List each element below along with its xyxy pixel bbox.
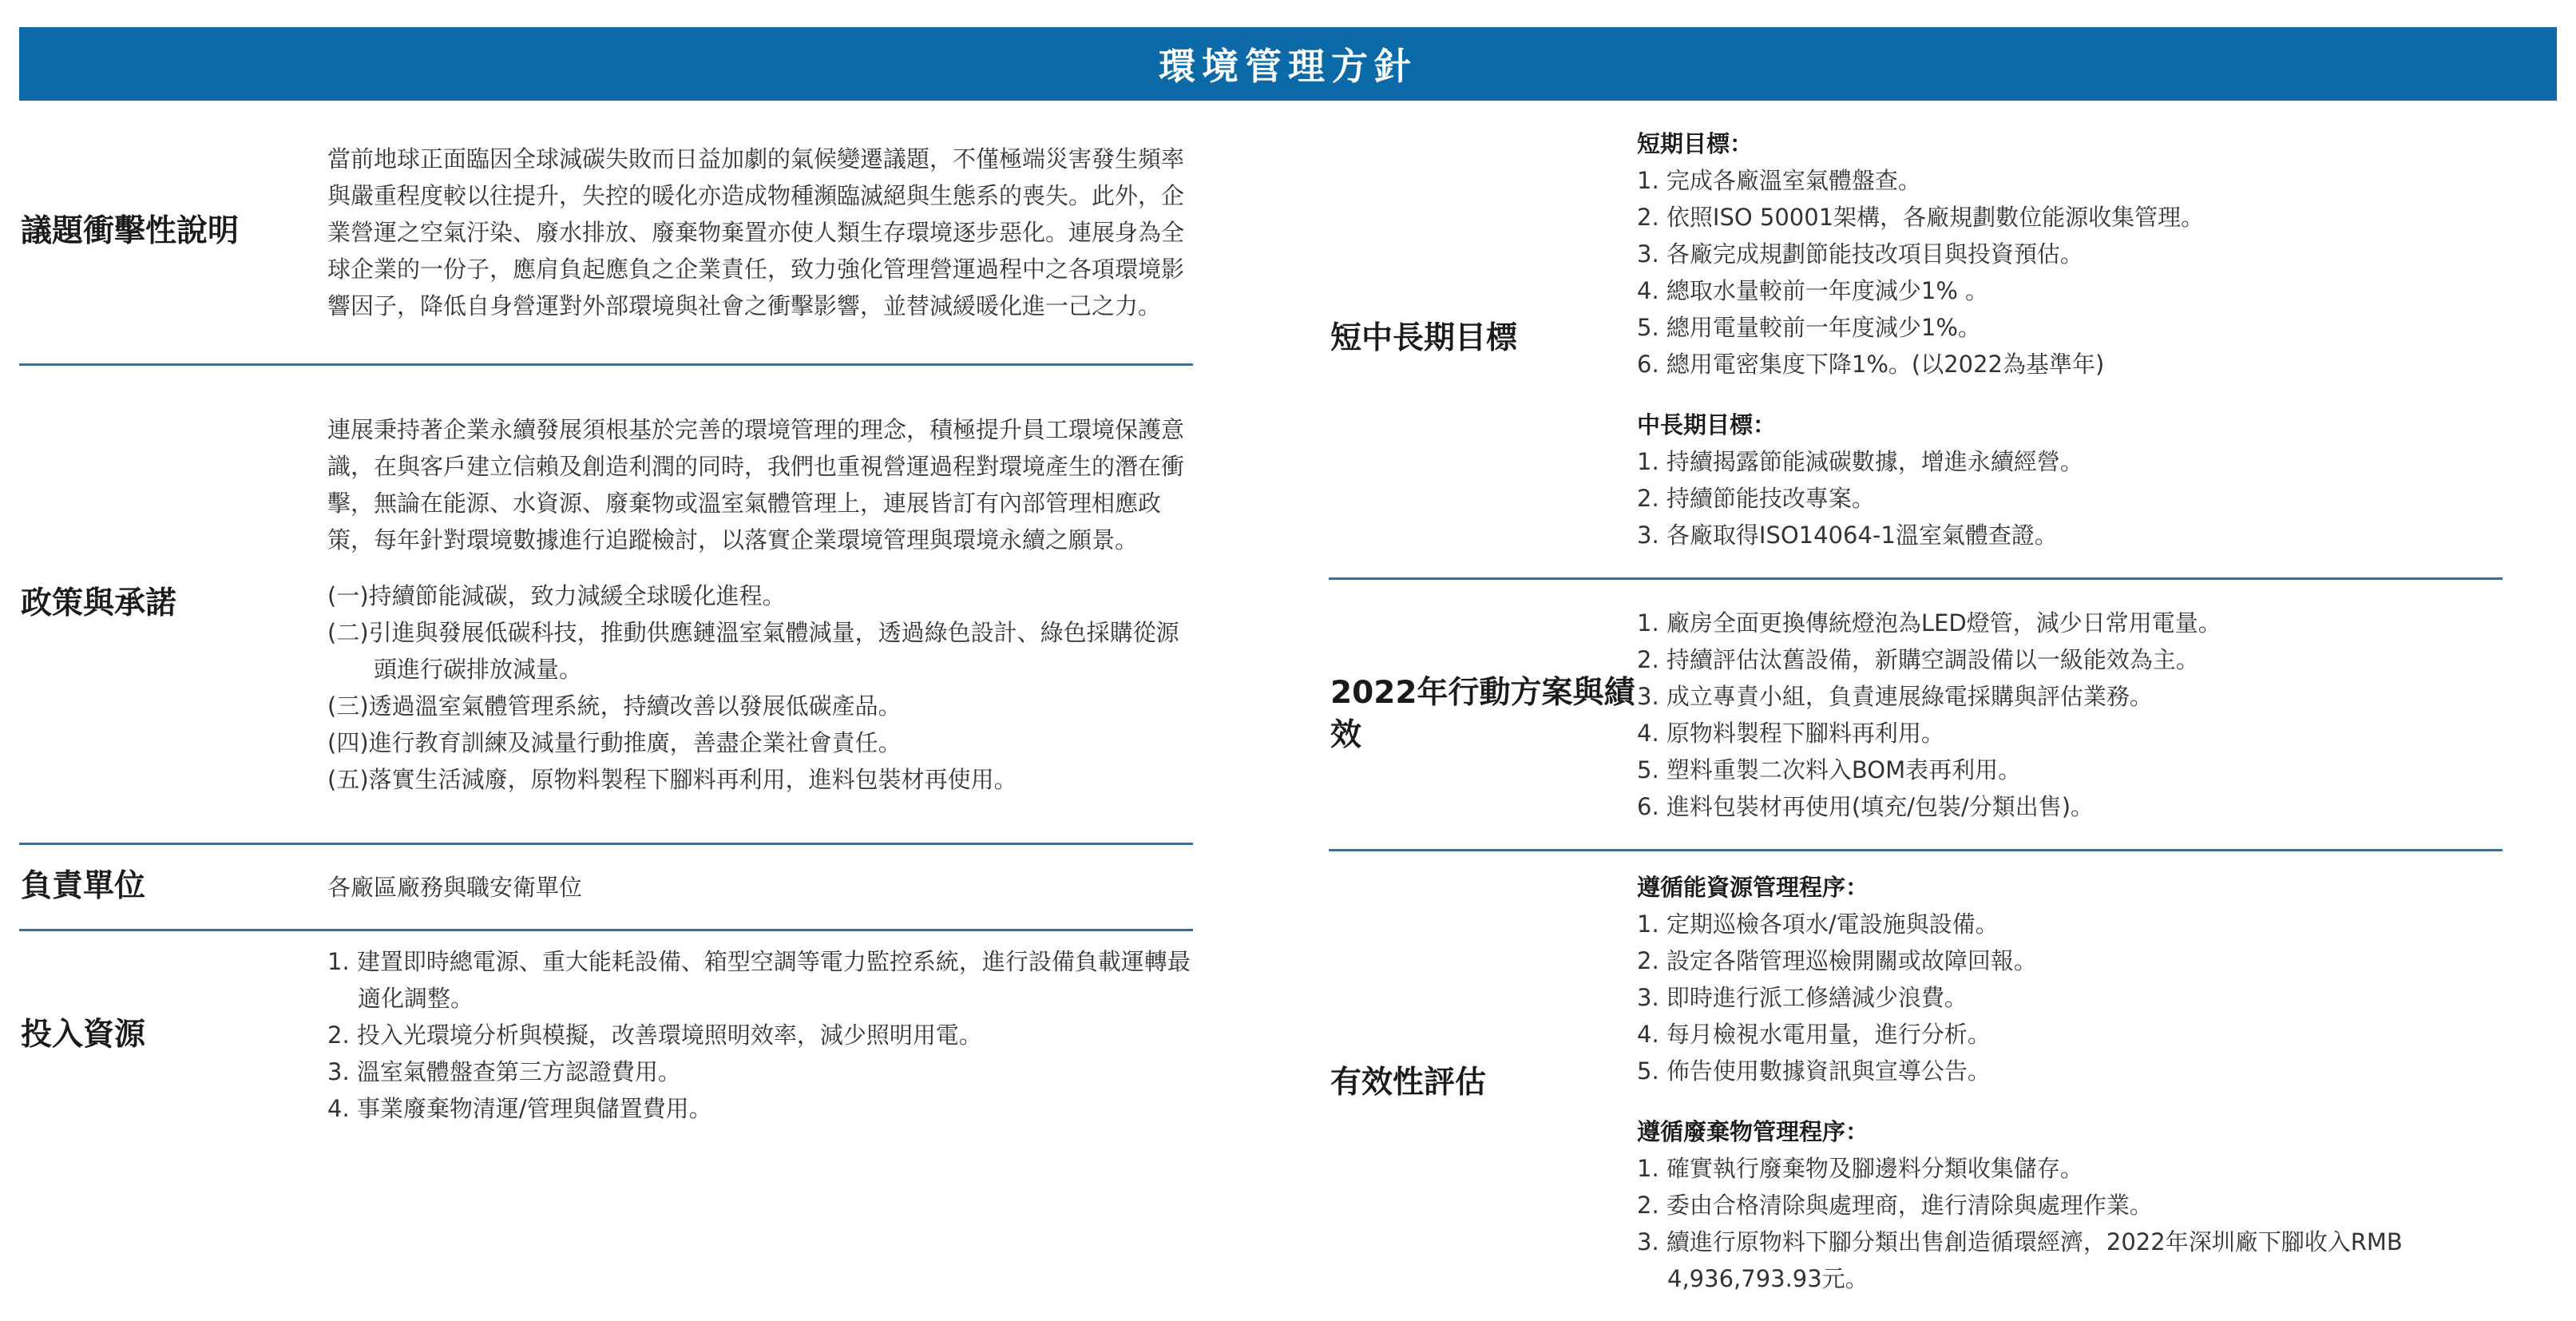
impact-body bbox=[327, 141, 1193, 324]
resources-label: 投入資源 bbox=[21, 1016, 146, 1053]
list-item: 2. 持續節能技改專案。 bbox=[1637, 484, 1875, 512]
list-item: 3. 即時進行派工修繕減少浪費。 bbox=[1637, 984, 1968, 1011]
list-item: (二)引進與發展低碳科技，推動供應鏈溫室氣體減量，透過綠色設計、綠色採購從源頭進行碳排放減量。 bbox=[327, 618, 1179, 683]
title-bar bbox=[19, 27, 2557, 101]
short-term-list bbox=[1637, 162, 2503, 383]
left-column bbox=[19, 101, 1193, 1139]
evaluation-label: 有效性評估 bbox=[1330, 1064, 1487, 1101]
waste-procedure-list bbox=[1637, 1150, 2503, 1297]
waste-procedure-heading: 遵循廢棄物管理程序： bbox=[1637, 1118, 1869, 1145]
resources-body bbox=[327, 943, 1193, 1127]
list-item: 3. 各廠完成規劃節能技改項目與投資預估。 bbox=[1637, 240, 2083, 268]
list-item: 3. 成立專責小組，負責連展綠電採購與評估業務。 bbox=[1637, 682, 2153, 710]
list-item: (四)進行教育訓練及減量行動推廣，善盡企業社會責任。 bbox=[327, 728, 902, 756]
list-item: 2. 依照ISO 50001架構，各廠規劃數位能源收集管理。 bbox=[1637, 203, 2205, 231]
right-column bbox=[1329, 101, 2503, 1315]
actions-list bbox=[1637, 605, 2503, 825]
policy-list bbox=[327, 577, 1193, 798]
energy-procedure-list bbox=[1637, 906, 2503, 1089]
policy-label: 政策與承諾 bbox=[21, 585, 177, 622]
list-item: 2. 委由合格清除與處理商，進行清除與處理作業。 bbox=[1637, 1192, 2153, 1219]
list-item: 4. 事業廢棄物清運/管理與儲置費用。 bbox=[327, 1095, 712, 1122]
list-item: 5. 佈告使用數據資訊與宣導公告。 bbox=[1637, 1057, 1991, 1085]
responsible-section bbox=[19, 845, 1193, 931]
impact-label: 議題衝擊性說明 bbox=[21, 213, 240, 250]
list-item: 1. 持續揭露節能減碳數據，增進永續經營。 bbox=[1637, 447, 2083, 475]
list-item: 4. 總取水量較前一年度減少1% 。 bbox=[1637, 276, 1989, 304]
goals-label: 短中長期目標 bbox=[1330, 320, 1518, 357]
list-item: (一)持續節能減碳，致力減緩全球暖化進程。 bbox=[327, 581, 786, 609]
mid-term-list bbox=[1637, 443, 2503, 553]
list-item: 1. 確實執行廢棄物及腳邊料分類收集儲存。 bbox=[1637, 1155, 2083, 1182]
list-item: 3. 各廠取得ISO14064-1溫室氣體查證。 bbox=[1637, 521, 2058, 549]
responsible-body bbox=[327, 869, 1193, 906]
actions-body bbox=[1637, 605, 2503, 825]
list-item: 3. 溫室氣體盤查第三方認證費用。 bbox=[327, 1058, 681, 1085]
list-item: 6. 進料包裝材再使用(填充/包裝/分類出售)。 bbox=[1637, 792, 2094, 820]
page-title: 環境管理方針 bbox=[1159, 45, 1417, 88]
list-item: (三)透過溫室氣體管理系統，持續改善以發展低碳產品。 bbox=[327, 692, 902, 720]
goals-body bbox=[1637, 125, 2503, 553]
evaluation-section bbox=[1329, 851, 2503, 1315]
resources-list bbox=[327, 943, 1193, 1127]
responsible-text: 各廠區廠務與職安衛單位 bbox=[327, 873, 583, 901]
list-item: 2. 投入光環境分析與模擬，改善環境照明效率，減少照明用電。 bbox=[327, 1021, 982, 1049]
list-item: 2. 設定各階管理巡檢開關或故障回報。 bbox=[1637, 947, 2037, 974]
policy-intro: 連展秉持著企業永續發展須根基於完善的環境管理的理念，積極提升員工環境保護意識，在與客戶建立信賴及創造利潤的同時，我們也重視營運過程對環境產生的潛在衝擊，無論在能源、水資源、廢棄物或溫室氣體管理上，連展皆訂有內部管理相應政策，每年針對環境數據進行追蹤檢討，以落實企業環境管理與環境永續之願景。 bbox=[327, 415, 1185, 553]
mid-term-heading: 中長期目標： bbox=[1637, 411, 1777, 438]
list-item: 1. 定期巡檢各項水/電設施與設備。 bbox=[1637, 910, 1999, 938]
short-term-heading: 短期目標： bbox=[1637, 129, 1754, 157]
goals-section bbox=[1329, 101, 2503, 580]
actions-label: 2022年行動方案與績效 bbox=[1330, 674, 1635, 753]
energy-procedure-heading: 遵循能資源管理程序： bbox=[1637, 874, 1869, 901]
impact-section bbox=[19, 101, 1193, 366]
list-item: 1. 廠房全面更換傳統燈泡為LED燈管，減少日常用電量。 bbox=[1637, 609, 2221, 637]
impact-text: 當前地球正面臨因全球減碳失敗而日益加劇的氣候變遷議題，不僅極端災害發生頻率與嚴重程度較以往提升，失控的暖化亦造成物種瀕臨滅絕與生態系的喪失。此外，企業營運之空氣汙染、廢水排放、廢棄物棄置亦使人類生存環境逐步惡化。連展身為全球企業的一份子，應肩負起應負之企業責任，致力強化管理營運過程中之各項環境影響因子，降低自身營運對外部環境與社會之衝擊影響，並替減緩暖化進一己之力。 bbox=[327, 145, 1185, 319]
list-item: (五)落實生活減廢，原物料製程下腳料再利用，進料包裝材再使用。 bbox=[327, 765, 1017, 793]
list-item: 4. 每月檢視水電用量，進行分析。 bbox=[1637, 1021, 1991, 1048]
evaluation-body bbox=[1637, 869, 2503, 1297]
list-item: 1. 完成各廠溫室氣體盤查。 bbox=[1637, 166, 1921, 194]
responsible-label: 負責單位 bbox=[21, 868, 146, 905]
list-item: 5. 塑料重製二次料入BOM表再利用。 bbox=[1637, 756, 2022, 783]
list-item: 2. 持續評估汰舊設備，新購空調設備以一級能效為主。 bbox=[1637, 645, 2199, 673]
actions-section bbox=[1329, 580, 2503, 851]
list-item: 3. 續進行原物料下腳分類出售創造循環經濟，2022年深圳廠下腳收入RMB 4,936,793.93元。 bbox=[1637, 1228, 2403, 1292]
policy-body bbox=[327, 411, 1193, 798]
list-item: 1. 建置即時總電源、重大能耗設備、箱型空調等電力監控系統，進行設備負載運轉最適化調整。 bbox=[327, 948, 1191, 1012]
list-item: 4. 原物料製程下腳料再利用。 bbox=[1637, 719, 1944, 747]
policy-section bbox=[19, 366, 1193, 845]
list-item: 6. 總用電密集度下降1%。(以2022為基準年) bbox=[1637, 350, 2105, 378]
resources-section bbox=[19, 931, 1193, 1139]
list-item: 5. 總用電量較前一年度減少1%。 bbox=[1637, 313, 1981, 341]
